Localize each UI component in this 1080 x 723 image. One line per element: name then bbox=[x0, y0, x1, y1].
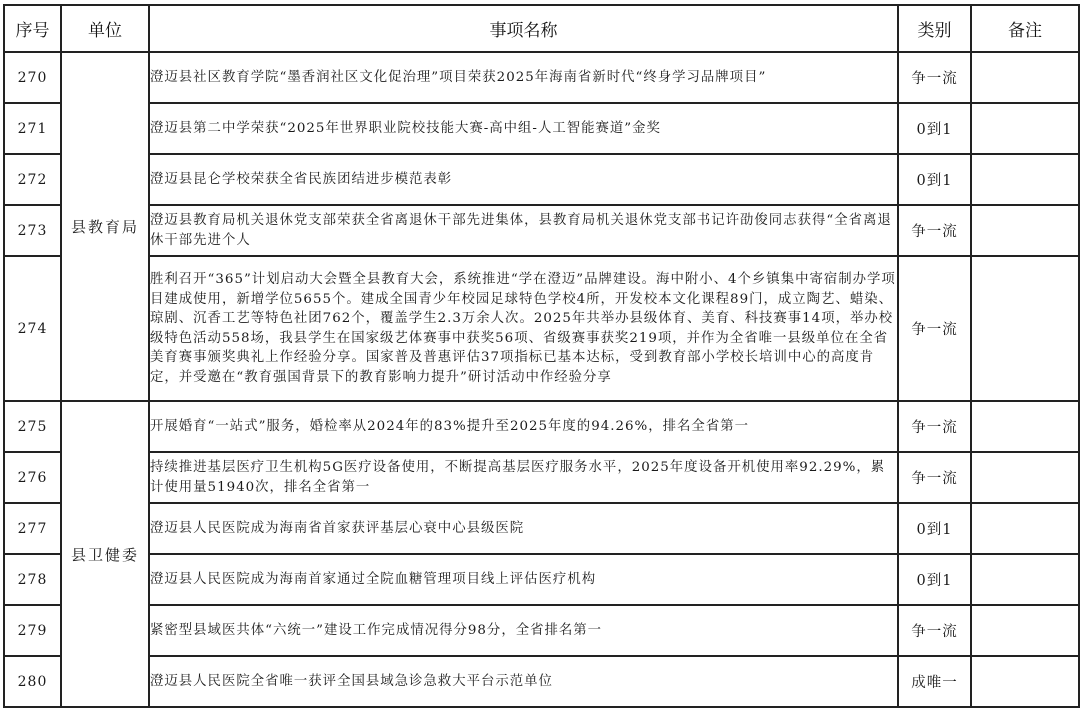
table-row bbox=[4, 554, 1079, 605]
category-cell: 争一流 bbox=[898, 256, 971, 401]
category-cell: 成唯一 bbox=[898, 656, 971, 707]
item-cell: 胜利召开“365”计划启动大会暨全县教育大会，系统推进“学在澄迈”品牌建设。海中附小、4个乡镇集中寄宿制办学项目建成使用，新增学位5655个。建成全国青少年校园足球特色学校4所，开发校本文化课程89门，成立陶艺、蜡染、琼剧、沉香工艺等特色社团762个，覆盖学生2.3万余人次。2025年共举办县级体育、美育、科技赛事14项，举办校级特色活动558场，我县学生在国家级艺体赛事中获奖56项、省级赛事获奖219项，并作为全省唯一县级单位在全省美育赛事颁奖典礼上作经验分享。国家普及普惠评估37项指标已基本达标，受到教育部小学校长培训中心的高度肯定，并受邀在“教育强国背景下的教育影响力提升”研讨活动中作经验分享 bbox=[149, 256, 898, 401]
header-unit: 单位 bbox=[61, 5, 149, 52]
seq-cell: 270 bbox=[4, 52, 61, 103]
category-cell: 争一流 bbox=[898, 605, 971, 656]
item-cell: 澄迈县第二中学荣获“2025年世界职业院校技能大赛-高中组-人工智能赛道”金奖 bbox=[149, 103, 898, 154]
remarks-cell bbox=[971, 154, 1079, 205]
unit-cell: 县教育局 bbox=[61, 52, 149, 401]
remarks-cell bbox=[971, 605, 1079, 656]
header-item: 事项名称 bbox=[149, 5, 898, 52]
remarks-cell bbox=[971, 656, 1079, 707]
category-cell: 0到1 bbox=[898, 503, 971, 554]
category-cell: 争一流 bbox=[898, 205, 971, 256]
seq-cell: 274 bbox=[4, 256, 61, 401]
seq-cell: 280 bbox=[4, 656, 61, 707]
category-cell: 0到1 bbox=[898, 154, 971, 205]
item-cell: 开展婚育“一站式”服务，婚检率从2024年的83%提升至2025年度的94.26%，排名全省第一 bbox=[149, 401, 898, 452]
category-cell: 争一流 bbox=[898, 52, 971, 103]
table-row bbox=[4, 154, 1079, 205]
item-cell: 澄迈县人民医院全省唯一获评全国县域急诊急救大平台示范单位 bbox=[149, 656, 898, 707]
category-cell: 争一流 bbox=[898, 452, 971, 503]
item-cell: 澄迈县人民医院成为海南首家通过全院血糖管理项目线上评估医疗机构 bbox=[149, 554, 898, 605]
remarks-cell bbox=[971, 452, 1079, 503]
table-row bbox=[4, 103, 1079, 154]
seq-cell: 276 bbox=[4, 452, 61, 503]
remarks-cell bbox=[971, 52, 1079, 103]
item-cell: 澄迈县教育局机关退休党支部荣获全省离退休干部先进集体，县教育局机关退休党支部书记许劭俊同志获得“全省离退休干部先进个人 bbox=[149, 205, 898, 256]
item-cell: 澄迈县人民医院成为海南省首家获评基层心衰中心县级医院 bbox=[149, 503, 898, 554]
table-row bbox=[4, 503, 1079, 554]
remarks-cell bbox=[971, 103, 1079, 154]
header-row bbox=[4, 5, 1079, 52]
seq-cell: 275 bbox=[4, 401, 61, 452]
table-row bbox=[4, 605, 1079, 656]
header-remarks: 备注 bbox=[971, 5, 1079, 52]
table-row bbox=[4, 205, 1079, 256]
unit-cell: 县卫健委 bbox=[61, 401, 149, 707]
remarks-cell bbox=[971, 503, 1079, 554]
remarks-cell bbox=[971, 401, 1079, 452]
category-cell: 0到1 bbox=[898, 103, 971, 154]
table-row bbox=[4, 452, 1079, 503]
table-row bbox=[4, 656, 1079, 707]
item-cell: 澄迈县昆仑学校荣获全省民族团结进步模范表彰 bbox=[149, 154, 898, 205]
seq-cell: 279 bbox=[4, 605, 61, 656]
item-cell: 澄迈县社区教育学院“墨香润社区文化促治理”项目荣获2025年海南省新时代“终身学习品牌项目” bbox=[149, 52, 898, 103]
table-row bbox=[4, 401, 1079, 452]
item-cell: 紧密型县域医共体“六统一”建设工作完成情况得分98分，全省排名第一 bbox=[149, 605, 898, 656]
seq-cell: 273 bbox=[4, 205, 61, 256]
achievements-table bbox=[3, 4, 1080, 708]
seq-cell: 271 bbox=[4, 103, 61, 154]
item-cell: 持续推进基层医疗卫生机构5G医疗设备使用，不断提高基层医疗服务水平，2025年度设备开机使用率92.29%，累计使用量51940次，排名全省第一 bbox=[149, 452, 898, 503]
header-category: 类别 bbox=[898, 5, 971, 52]
table-row bbox=[4, 52, 1079, 103]
remarks-cell bbox=[971, 256, 1079, 401]
table-row bbox=[4, 256, 1079, 401]
header-seq: 序号 bbox=[4, 5, 61, 52]
remarks-cell bbox=[971, 205, 1079, 256]
seq-cell: 277 bbox=[4, 503, 61, 554]
category-cell: 0到1 bbox=[898, 554, 971, 605]
remarks-cell bbox=[971, 554, 1079, 605]
seq-cell: 272 bbox=[4, 154, 61, 205]
seq-cell: 278 bbox=[4, 554, 61, 605]
category-cell: 争一流 bbox=[898, 401, 971, 452]
